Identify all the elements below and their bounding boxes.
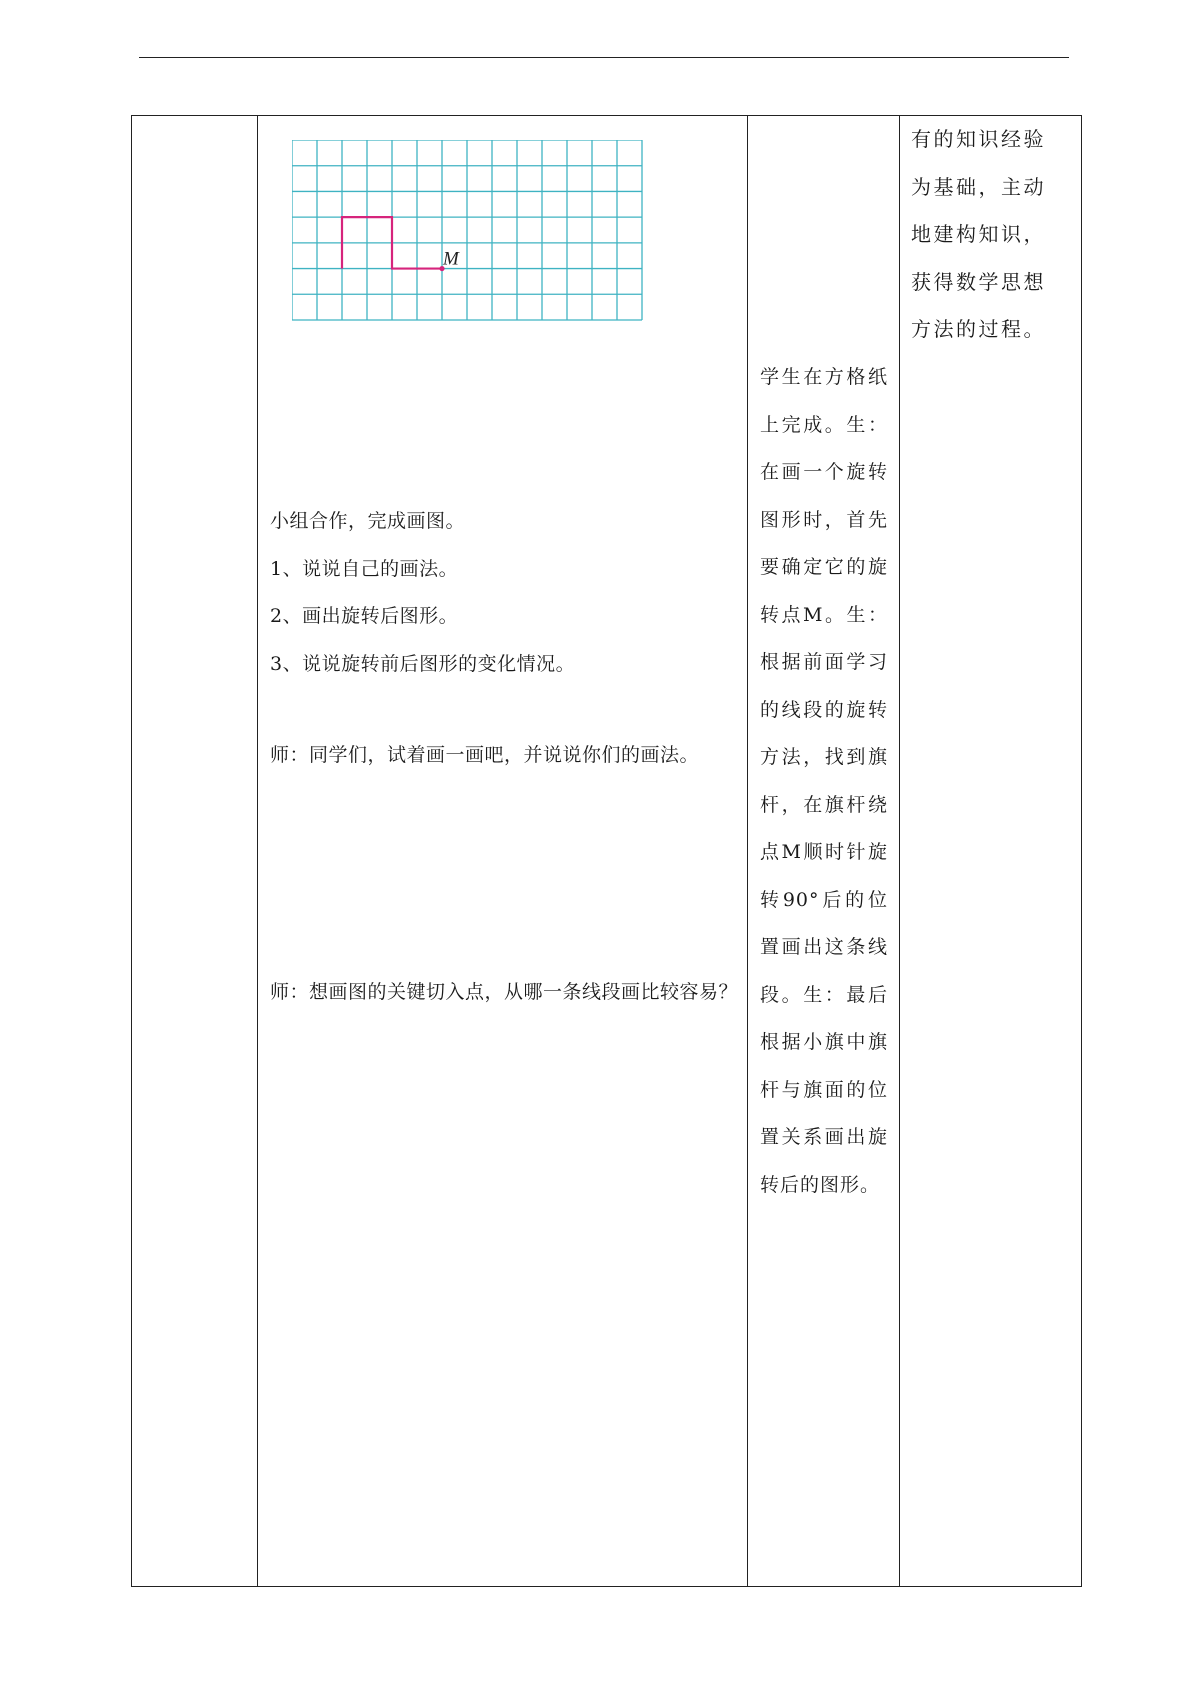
lesson-plan-table [131,115,1082,1587]
task-intro: 小组合作，完成画图。 [270,510,466,532]
grid-figure [292,140,652,330]
design-intent-cell [900,116,1082,1587]
student-response-text: 学生在方格纸上完成。生：在画一个旋转图形时，首先要确定它的旋转点M。生：根据前面学习的线段的旋转方法，找到旗杆，在旗杆绕点M顺时针旋转90°后的位置画出这条线段。生：最后根据小旗中旗杆与旗面的位置关系画出旋转后的图形。 [760,366,888,1196]
table-row [132,116,1082,1587]
teacher-activity-cell [258,116,748,1587]
teacher-prompt-1-text: 师：同学们，试着画一画吧，并说说你们的画法。 [270,744,700,766]
section-cell [132,116,258,1587]
grid-lines [292,140,642,320]
student-responses [760,354,888,1209]
point-label-m: M [443,248,459,270]
teacher-prompt-1 [270,732,741,780]
task-step-3: 3、说说旋转前后图形的变化情况。 [270,652,576,675]
header-rule [139,57,1069,58]
teacher-prompt-2-text: 师：想画图的关键切入点，从哪一条线段画比较容易？ [270,981,739,1003]
task-step-2: 2、画出旋转后图形。 [270,605,459,627]
design-intent-text: 有的知识经验为基础，主动地建构知识，获得数学思想方法的过程。 [911,127,1046,341]
task-step-1: 1、说说自己的画法。 [270,557,459,580]
teacher-prompt-2 [270,969,741,1017]
student-activity-cell [748,116,900,1587]
task-list [270,498,741,688]
